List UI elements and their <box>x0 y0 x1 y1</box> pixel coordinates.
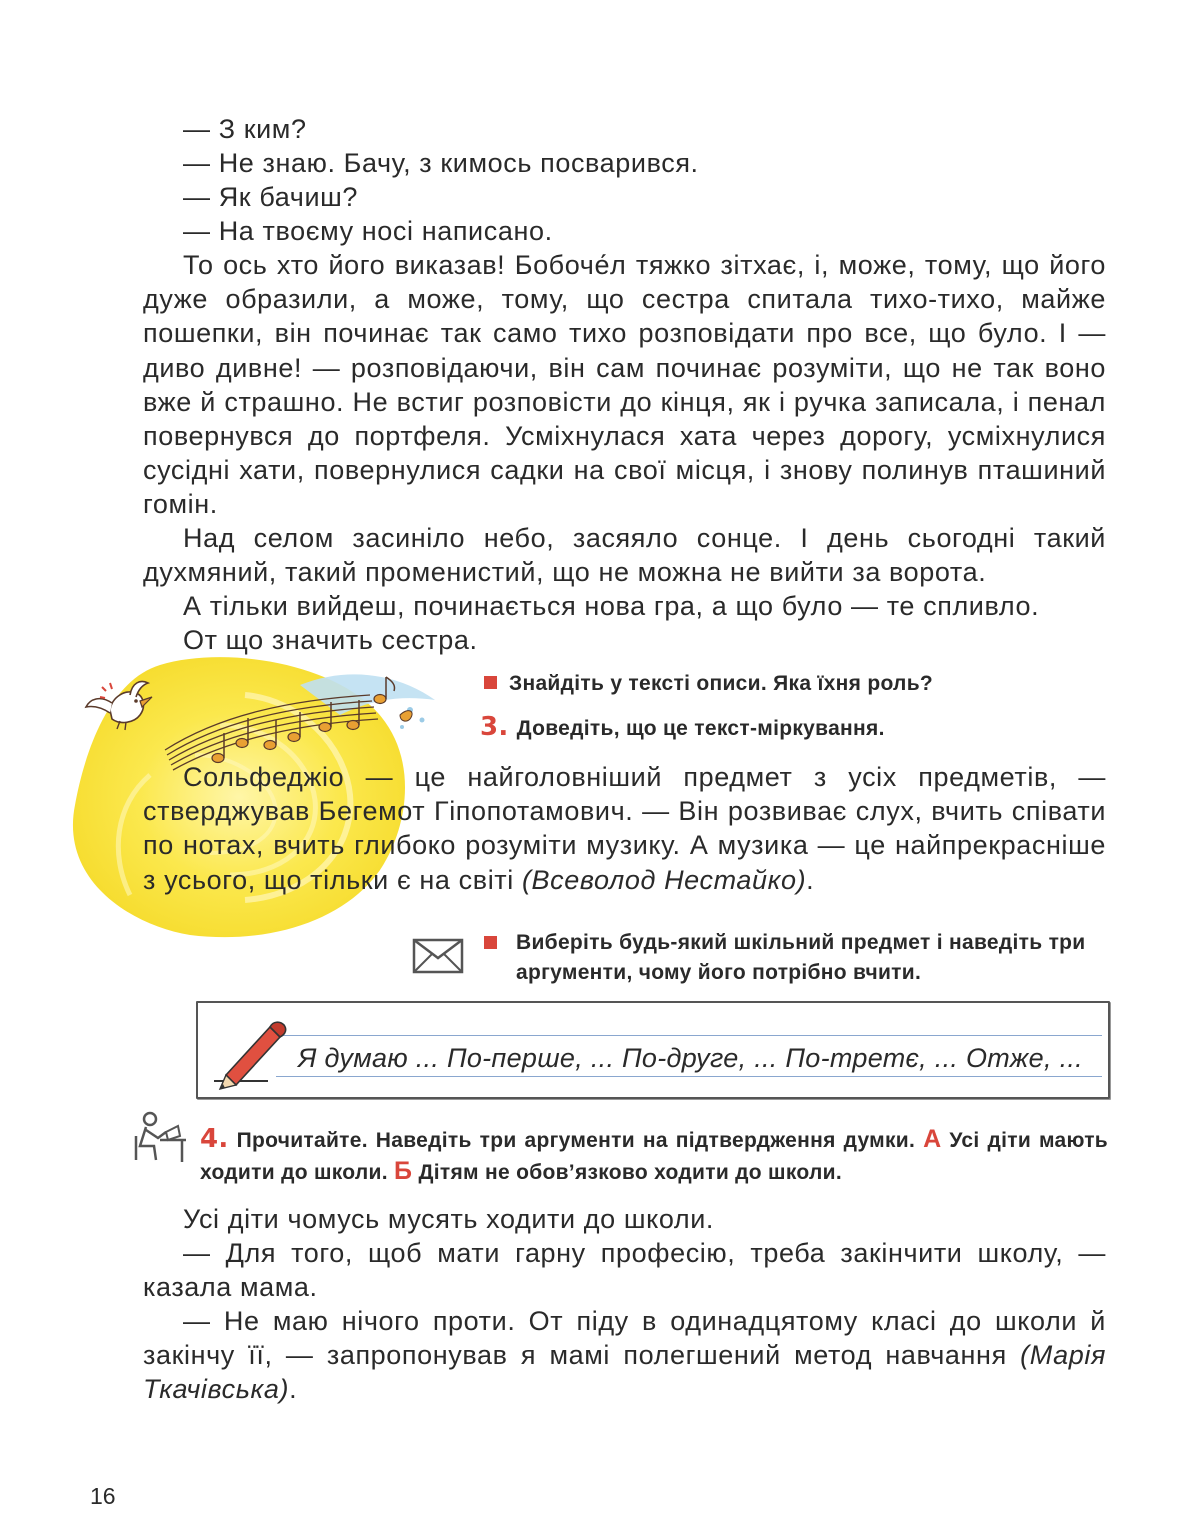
quote-source: (Всеволод Нестайко) <box>521 864 807 895</box>
bullet-square-icon <box>484 676 497 689</box>
story-paragraph: А тільки вийдеш, починається нова гра, а що було — те спливло. <box>183 591 1040 621</box>
task-4 <box>200 1124 1108 1188</box>
pen-icon <box>208 1013 288 1093</box>
task-text: Знайдіть у тексті описи. Яка їхня роль? <box>509 672 934 695</box>
dialogue-line: — Не знаю. Бачу, з кимось посварився. <box>183 148 699 178</box>
story-line: Усі діти чомусь мусять ходити до школи. <box>183 1204 714 1234</box>
story-paragraph: То ось хто його виказав! Бобоче́л тяжко зітхає, і, може, тому, що його дуже образили, а може, тому, що сестра спитала тихо-тихо, майже пошепки, він починає так само тихо розповідати про все, що було. І — диво дивне! — розповідаючи, він сам починає розуміти, що не так воно вже й страшно. Не встиг розповісти до кінця, як і ручка записала, і пенал повернувся до портфеля. Усміхнулася хата через дорогу, усміхнулися сусідні хати, повернулися садки на свої місця, і знову полинув пташиний гомін. <box>143 250 1106 520</box>
page-number: 16 <box>90 1483 116 1509</box>
reader-at-desk-icon <box>132 1110 188 1166</box>
envelope-icon <box>412 938 464 974</box>
option-letter: Б <box>394 1157 413 1185</box>
bullet-square-icon <box>484 936 497 949</box>
dialogue-line: — З ким? <box>183 114 307 144</box>
story-paragraph: — Для того, щоб мати гарну професію, треба закінчити школу, — казала мама. <box>143 1238 1106 1303</box>
quote-end: . <box>806 864 815 895</box>
dialogue-line: — Як бачиш? <box>183 182 359 212</box>
task-number: 3. <box>480 712 509 742</box>
option-text: Дітям не обов’язково ходити до школи. <box>418 1161 842 1184</box>
ruled-line <box>276 1035 1102 1036</box>
solfeggio-paragraph <box>143 760 1106 897</box>
writing-hint: Я думаю ... По-перше, ... По-друге, ... По-третє, ... Отже, ... <box>298 1043 1083 1073</box>
task-choose-subject <box>484 928 1110 988</box>
option-letter: А <box>923 1125 942 1153</box>
story-paragraph: Над селом засиніло небо, засяяло сонце. І день сьогодні такий духмяний, такий променистий, що не можна не вийти за ворота. <box>143 523 1106 588</box>
writing-area[interactable] <box>196 1001 1110 1099</box>
task-text: Прочитайте. Наведіть три аргументи на підтвердження думки. <box>236 1129 916 1152</box>
ruled-line <box>276 1076 1102 1077</box>
story-paragraph: От що значить сестра. <box>183 625 478 655</box>
story-paragraph <box>143 1304 1106 1407</box>
story-source: (Марія Ткачівська) <box>143 1340 1106 1405</box>
task-3 <box>480 712 885 744</box>
task-number: 4. <box>200 1124 229 1154</box>
task-find-descriptions <box>484 669 933 699</box>
task-text: Виберіть будь-який шкільний предмет і наведіть три аргументи, чому його потрібно вчити. <box>516 931 1086 984</box>
option-text: Усі діти мають ходити до школи. <box>200 1129 1108 1184</box>
story-end: . <box>289 1374 298 1405</box>
quote-text: Сольфеджіо — це найголовніший предмет з усіх предметів, — стверджував Бегемот Гіпопотамович. — Він розвиває слух, вчить співати по нотах, вчить глибоко розуміти музику. А музика — це найпрекрасніше з усього, що тільки є на світі <box>143 762 1106 895</box>
task-text: Доведіть, що це текст-міркування. <box>516 717 885 740</box>
story-text: — Не маю нічого проти. От піду в одинадцятому класі до школи й закінчу її, — запропонував я мамі полегшений метод навчання <box>143 1306 1106 1371</box>
dialogue-line: — На твоєму носі написано. <box>183 216 553 246</box>
